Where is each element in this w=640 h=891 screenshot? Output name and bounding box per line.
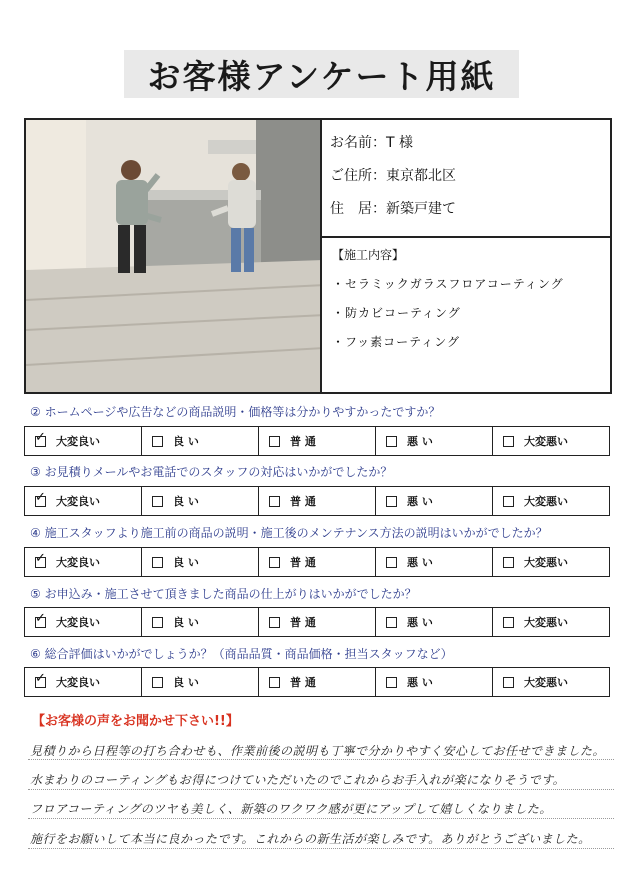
option-good[interactable] [141,427,258,455]
option-average[interactable] [258,668,375,696]
customer-residence-row [330,196,602,229]
checkbox-icon[interactable] [269,436,280,447]
room-photo-illustration [26,120,322,394]
address-label: ご住所： [330,168,386,184]
option-label: 普 通 [290,616,316,629]
writing-line [28,848,614,849]
customer-name-row [330,130,602,163]
option-label: 普 通 [290,676,316,689]
checkbox-icon[interactable] [503,677,514,688]
work-title: 【施工内容】 [332,248,405,262]
title-banner [124,50,519,98]
option-label: 悪 い [407,556,433,569]
checkbox-icon[interactable] [386,617,397,628]
work-item: ・防カビコーティング [332,306,461,320]
checkbox-icon[interactable] [269,677,280,688]
checkbox-icon[interactable] [269,496,280,507]
option-average[interactable] [258,608,375,636]
option-very-bad[interactable] [492,548,609,576]
option-very-good[interactable] [25,608,141,636]
option-average[interactable] [258,487,375,515]
checkbox-icon[interactable] [503,617,514,628]
checkbox-checked-icon[interactable] [35,496,46,507]
checkbox-icon[interactable] [503,496,514,507]
option-bad[interactable] [375,487,492,515]
option-very-good[interactable] [25,548,141,576]
comment-line: 水まわりのコーティングもお得につけていただいたのでこれからお手入れが楽になりそうです。 [30,773,566,787]
comment-line: 見積りから日程等の打ち合わせも、作業前後の説明も丁寧で分かりやすく安心してお任せできました。 [30,744,606,758]
option-very-good[interactable] [25,487,141,515]
customer-photo [24,118,322,394]
checkbox-icon[interactable] [152,436,163,447]
rating-row-6 [24,667,610,697]
writing-line [28,818,614,819]
checkbox-icon[interactable] [503,557,514,568]
question-5: ⑤ お申込み・施工させて頂きました商品の仕上がりはいかがでしたか？ [30,587,417,601]
question-2: ② ホームページや広告などの商品説明・価格等は分かりやすかったですか？ [30,405,441,419]
option-label: 大変悪い [524,616,568,629]
option-label: 悪 い [407,616,433,629]
customer-address-row [330,163,602,196]
checkbox-icon[interactable] [152,557,163,568]
option-average[interactable] [258,427,375,455]
checkbox-icon[interactable] [503,436,514,447]
option-very-bad[interactable] [492,608,609,636]
comment-line: フロアコーティングのツヤも美しく、新築のワクワク感が更にアップして嬉しくなりました。 [30,802,552,816]
comment-line: 施行をお願いして本当に良かったです。これからの新生活が楽しみです。ありがとうございました。 [30,832,591,846]
page-title: お客様アンケート用紙 [147,56,496,96]
option-label: 大変良い [56,556,100,569]
option-label: 良 い [173,435,199,448]
option-label: 大変良い [56,616,100,629]
name-label: お名前： [330,135,386,151]
work-item: ・セラミックガラスフロアコーティング [332,277,564,291]
checkbox-checked-icon[interactable] [35,617,46,628]
checkbox-icon[interactable] [152,496,163,507]
writing-line [28,789,614,790]
rating-row-2 [24,426,610,456]
checkbox-icon[interactable] [386,677,397,688]
option-label: 良 い [173,616,199,629]
question-6: ⑥ 総合評価はいかがでしょうか？（商品品質・商品価格・担当スタッフなど） [30,647,453,661]
checkbox-checked-icon[interactable] [35,677,46,688]
option-label: 普 通 [290,556,316,569]
option-bad[interactable] [375,548,492,576]
work-content-box [322,236,612,394]
option-label: 大変良い [56,435,100,448]
option-very-bad[interactable] [492,668,609,696]
address-value: 東京都北区 [386,168,456,184]
voice-section-title: 【お客様の声をお聞かせ下さい!!】 [32,714,239,729]
option-very-bad[interactable] [492,427,609,455]
option-good[interactable] [141,608,258,636]
checkbox-icon[interactable] [386,496,397,507]
option-good[interactable] [141,668,258,696]
option-very-good[interactable] [25,668,141,696]
rating-row-5 [24,607,610,637]
option-label: 良 い [173,556,199,569]
question-4: ④ 施工スタッフより施工前の商品の説明・施工後のメンテナンス方法の説明はいかがでしたか？ [30,526,548,540]
option-label: 普 通 [290,495,316,508]
work-item: ・フッ素コーティング [332,335,460,349]
option-label: 大変悪い [524,676,568,689]
checkbox-icon[interactable] [386,557,397,568]
question-3: ③ お見積りメールやお電話でのスタッフの対応はいかがでしたか？ [30,465,393,479]
checkbox-icon[interactable] [269,557,280,568]
option-label: 大変良い [56,676,100,689]
option-label: 大変良い [56,495,100,508]
checkbox-icon[interactable] [152,677,163,688]
option-very-bad[interactable] [492,487,609,515]
option-label: 大変悪い [524,435,568,448]
residence-value: 新築戸建て [386,201,456,217]
residence-label: 住 居： [330,201,386,217]
option-very-good[interactable] [25,427,141,455]
option-good[interactable] [141,487,258,515]
option-label: 良 い [173,676,199,689]
checkbox-icon[interactable] [269,617,280,628]
option-label: 大変悪い [524,495,568,508]
rating-row-4 [24,547,610,577]
option-label: 良 い [173,495,199,508]
option-bad[interactable] [375,668,492,696]
option-label: 普 通 [290,435,316,448]
name-value: T 様 [386,135,414,151]
option-label: 大変悪い [524,556,568,569]
option-label: 悪 い [407,495,433,508]
checkbox-icon[interactable] [386,436,397,447]
option-bad[interactable] [375,608,492,636]
option-average[interactable] [258,548,375,576]
checkbox-checked-icon[interactable] [35,436,46,447]
checkbox-icon[interactable] [152,617,163,628]
option-label: 悪 い [407,435,433,448]
option-bad[interactable] [375,427,492,455]
rating-row-3 [24,486,610,516]
customer-info-box [322,118,612,238]
option-label: 悪 い [407,676,433,689]
writing-line [28,759,614,760]
option-good[interactable] [141,548,258,576]
checkbox-checked-icon[interactable] [35,557,46,568]
